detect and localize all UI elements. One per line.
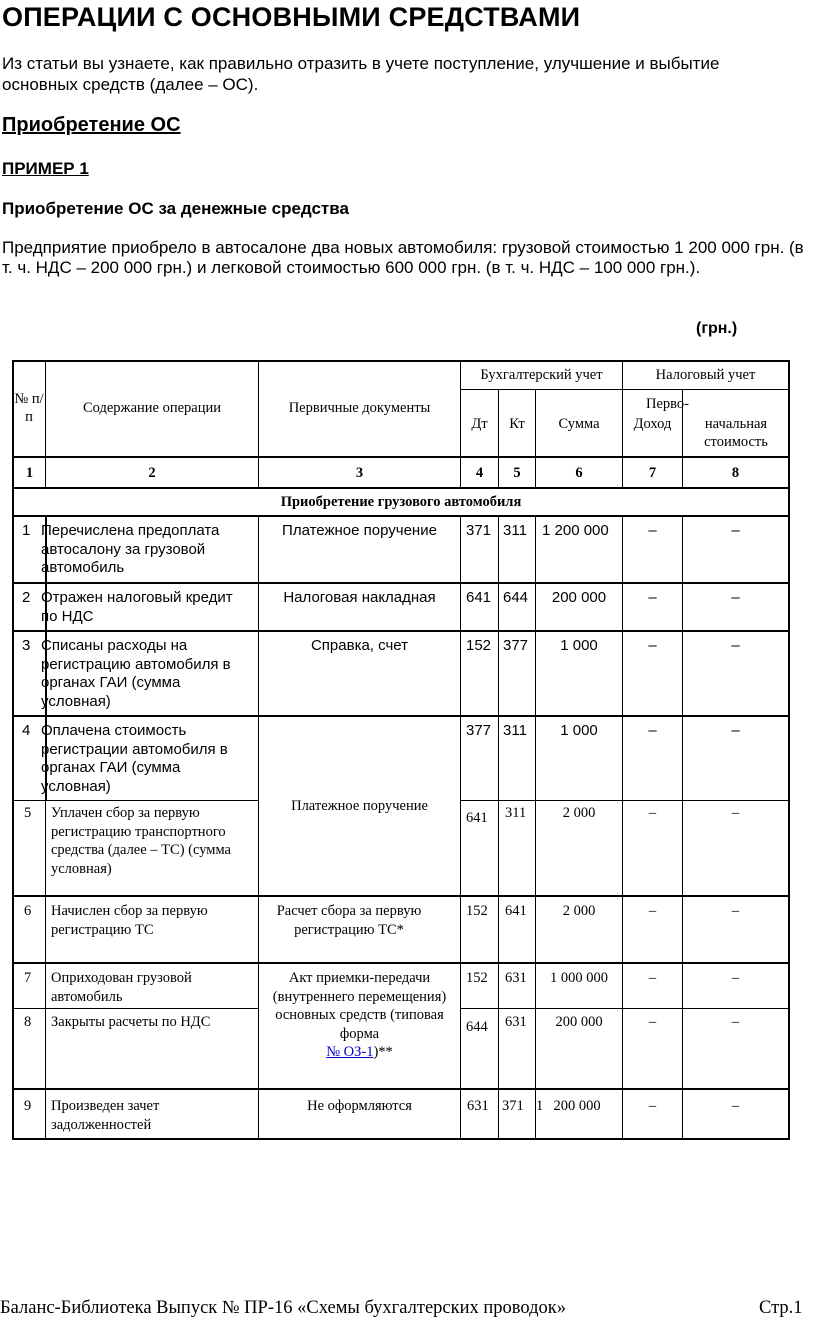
row-6-dt: 152 bbox=[466, 903, 488, 919]
table-rule bbox=[12, 582, 790, 584]
row-6-kt: 641 bbox=[505, 903, 527, 919]
row-2-kt: 644 bbox=[503, 589, 529, 606]
row-7-doc-suffix: )** bbox=[373, 1044, 393, 1060]
row-1-dt: 371 bbox=[466, 522, 492, 539]
row-1-doc: Платежное поручение bbox=[282, 522, 437, 539]
intro-paragraph: Из статьи вы узнаете, как правильно отразить в учете поступление, улучшение и выбытие основных средств (далее – ОС). bbox=[2, 54, 720, 94]
row-7-initial: – bbox=[731, 970, 740, 986]
row-4-kt: 311 bbox=[503, 722, 527, 739]
table-rule bbox=[12, 962, 790, 964]
row-2-initial: – bbox=[731, 589, 740, 606]
header-num: № п/п bbox=[14, 391, 44, 425]
table-rule bbox=[12, 715, 790, 717]
row-9-dt: 631 bbox=[467, 1098, 489, 1114]
row-7-doc-text: Акт приемки-передачи (внутреннего перемещения) основных средств (типовая форма bbox=[272, 970, 447, 1042]
row-2-doc: Налоговая накладная bbox=[283, 589, 436, 606]
column-number: 7 bbox=[648, 465, 657, 481]
row-1-content: Перечислена предоплата автосалону за грузовой автомобиль bbox=[41, 522, 220, 576]
table-rule bbox=[460, 800, 790, 801]
row-8-sum: 200 000 bbox=[555, 1014, 603, 1030]
row-7-doc bbox=[266, 969, 453, 1062]
row-9-sum-prefix: 1 bbox=[536, 1098, 544, 1114]
table-rule bbox=[535, 515, 536, 1140]
row-6-sum: 2 000 bbox=[562, 903, 596, 919]
group-title: Приобретение грузового автомобиля bbox=[280, 494, 522, 510]
row-2-num: 2 bbox=[22, 589, 31, 606]
row-4-dt: 377 bbox=[466, 722, 492, 739]
table-rule bbox=[12, 800, 258, 801]
example-label: ПРИМЕР 1 bbox=[2, 159, 89, 178]
header-kt: Кт bbox=[509, 416, 525, 432]
row-7-content: Оприходован грузовой автомобиль bbox=[51, 970, 192, 1005]
table-border-bottom bbox=[12, 1138, 790, 1140]
table-border-top bbox=[12, 360, 790, 362]
row-5-initial: – bbox=[731, 805, 740, 821]
row-4-sum: 1 000 bbox=[560, 722, 598, 739]
column-number: 4 bbox=[475, 465, 484, 481]
row-3-content: Списаны расходы на регистрацию автомобиля в органах ГАИ (сумма условная) bbox=[41, 637, 231, 710]
table-rule bbox=[12, 1088, 790, 1090]
column-number: 1 bbox=[25, 465, 34, 481]
row-1-sum: 1 200 000 bbox=[542, 522, 609, 539]
row-1-initial: – bbox=[731, 522, 740, 539]
row-8-income: – bbox=[648, 1014, 657, 1030]
row-4-num: 4 bbox=[22, 722, 31, 739]
row-7-num: 7 bbox=[24, 970, 32, 986]
row-3-initial: – bbox=[731, 637, 740, 654]
row-6-num: 6 bbox=[24, 903, 32, 919]
header-content: Содержание операции bbox=[82, 400, 221, 416]
table-rule bbox=[12, 895, 790, 897]
row-2-dt: 641 bbox=[466, 589, 492, 606]
row-5-income: – bbox=[648, 805, 657, 821]
row-1-kt: 311 bbox=[503, 522, 527, 539]
table-rule bbox=[12, 487, 790, 489]
column-number: 8 bbox=[731, 465, 740, 481]
row-6-income: – bbox=[648, 903, 657, 919]
row-9-income: – bbox=[648, 1098, 657, 1114]
row-2-content: Отражен налоговый кредит по НДС bbox=[41, 589, 233, 625]
row-1-num: 1 bbox=[22, 522, 31, 539]
footer-page-number: Стр.1 bbox=[759, 1298, 803, 1318]
row-7-sum: 1 000 000 bbox=[550, 970, 608, 986]
operations-table bbox=[12, 360, 790, 1140]
row-9-doc: Не оформляются bbox=[307, 1098, 412, 1114]
row-3-kt: 377 bbox=[503, 637, 529, 654]
row-5-kt: 311 bbox=[505, 805, 527, 821]
header-tax-initial-top: Перво- bbox=[646, 396, 689, 412]
row-2-income: – bbox=[648, 589, 657, 606]
row-4-content: Оплачена стоимость регистрации автомобиля в органах ГАИ (сумма условная) bbox=[41, 722, 228, 795]
header-tax-initial-bottom: начальная стоимость bbox=[704, 416, 768, 450]
row-6-initial: – bbox=[731, 903, 740, 919]
row-7-kt: 631 bbox=[505, 970, 527, 986]
example-subtitle: Приобретение ОС за денежные средства bbox=[2, 199, 349, 218]
row-7-income: – bbox=[648, 970, 657, 986]
row-8-content: Закрыты расчеты по НДС bbox=[51, 1014, 211, 1030]
table-rule bbox=[258, 515, 259, 1140]
row-6-content: Начислен сбор за первую регистрацию ТС bbox=[51, 903, 208, 938]
row-5-content: Уплачен сбор за первую регистрацию транспортного средства (далее – ТС) (сумма условная) bbox=[51, 805, 231, 877]
row-8-initial: – bbox=[731, 1014, 740, 1030]
row-3-sum: 1 000 bbox=[560, 637, 598, 654]
row-8-num: 8 bbox=[24, 1014, 32, 1030]
column-number: 5 bbox=[513, 465, 521, 481]
header-accounting: Бухгалтерский учет bbox=[480, 367, 603, 383]
table-rule bbox=[12, 630, 790, 632]
table-rule bbox=[460, 389, 790, 390]
row-2-sum: 200 000 bbox=[551, 589, 607, 606]
section-heading: Приобретение ОС bbox=[2, 114, 181, 136]
row-9-content: Произведен зачет задолженностей bbox=[51, 1098, 160, 1133]
row-6-doc: Расчет сбора за первую регистрацию ТС* bbox=[276, 903, 422, 938]
header-tax: Налоговый учет bbox=[655, 367, 756, 383]
row-5-sum: 2 000 bbox=[562, 805, 596, 821]
row-9-num: 9 bbox=[24, 1098, 32, 1114]
row-3-doc: Справка, счет bbox=[310, 637, 409, 654]
row-3-dt: 152 bbox=[466, 637, 492, 654]
footer-publication: Баланс-Библиотека Выпуск № ПР-16 «Схемы бухгалтерских проводок» bbox=[0, 1298, 567, 1318]
unit-label: (грн.) bbox=[696, 320, 738, 337]
column-number: 2 bbox=[148, 465, 156, 481]
header-tax-income: Доход bbox=[633, 416, 672, 432]
row-8-dt: 644 bbox=[466, 1019, 488, 1035]
row-5-doc: Платежное поручение bbox=[291, 798, 428, 814]
table-rule bbox=[12, 456, 790, 458]
column-number: 3 bbox=[355, 465, 364, 481]
example-text: Предприятие приобрело в автосалоне два новых автомобиля: грузовой стоимостью 1 200 000 грн. (в т. ч. НДС – 200 000 грн.) и легковой стоимостью 600 000 грн. (в т. ч. НДС – 100 000 грн.). bbox=[2, 238, 804, 277]
table-rule bbox=[12, 515, 790, 517]
table-rule bbox=[498, 515, 499, 1140]
header-docs: Первичные документы bbox=[288, 400, 431, 416]
form-oz1-link[interactable]: № ОЗ-1 bbox=[326, 1044, 374, 1060]
row-4-income: – bbox=[648, 722, 657, 739]
row-7-dt: 152 bbox=[466, 970, 488, 986]
table-rule bbox=[460, 515, 461, 1140]
row-9-sum: 200 000 bbox=[553, 1098, 601, 1114]
table-border-right bbox=[788, 360, 790, 1140]
row-3-income: – bbox=[648, 637, 657, 654]
row-8-kt: 631 bbox=[505, 1014, 527, 1030]
table-rule bbox=[622, 515, 623, 1140]
table-rule bbox=[45, 800, 46, 1140]
row-9-kt: 371 bbox=[502, 1098, 524, 1114]
row-5-num: 5 bbox=[24, 805, 32, 821]
row-4-initial: – bbox=[731, 722, 740, 739]
header-dt: Дт bbox=[471, 416, 488, 432]
column-number: 6 bbox=[575, 465, 583, 481]
table-rule bbox=[12, 1008, 258, 1009]
row-9-initial: – bbox=[731, 1098, 740, 1114]
row-1-income: – bbox=[648, 522, 657, 539]
header-sum: Сумма bbox=[558, 416, 600, 432]
row-3-num: 3 bbox=[22, 637, 31, 654]
document-title: ОПЕРАЦИИ С ОСНОВНЫМИ СРЕДСТВАМИ bbox=[2, 2, 581, 32]
table-rule bbox=[460, 1008, 790, 1009]
table-rule bbox=[682, 515, 683, 1140]
row-5-dt: 641 bbox=[466, 810, 488, 826]
